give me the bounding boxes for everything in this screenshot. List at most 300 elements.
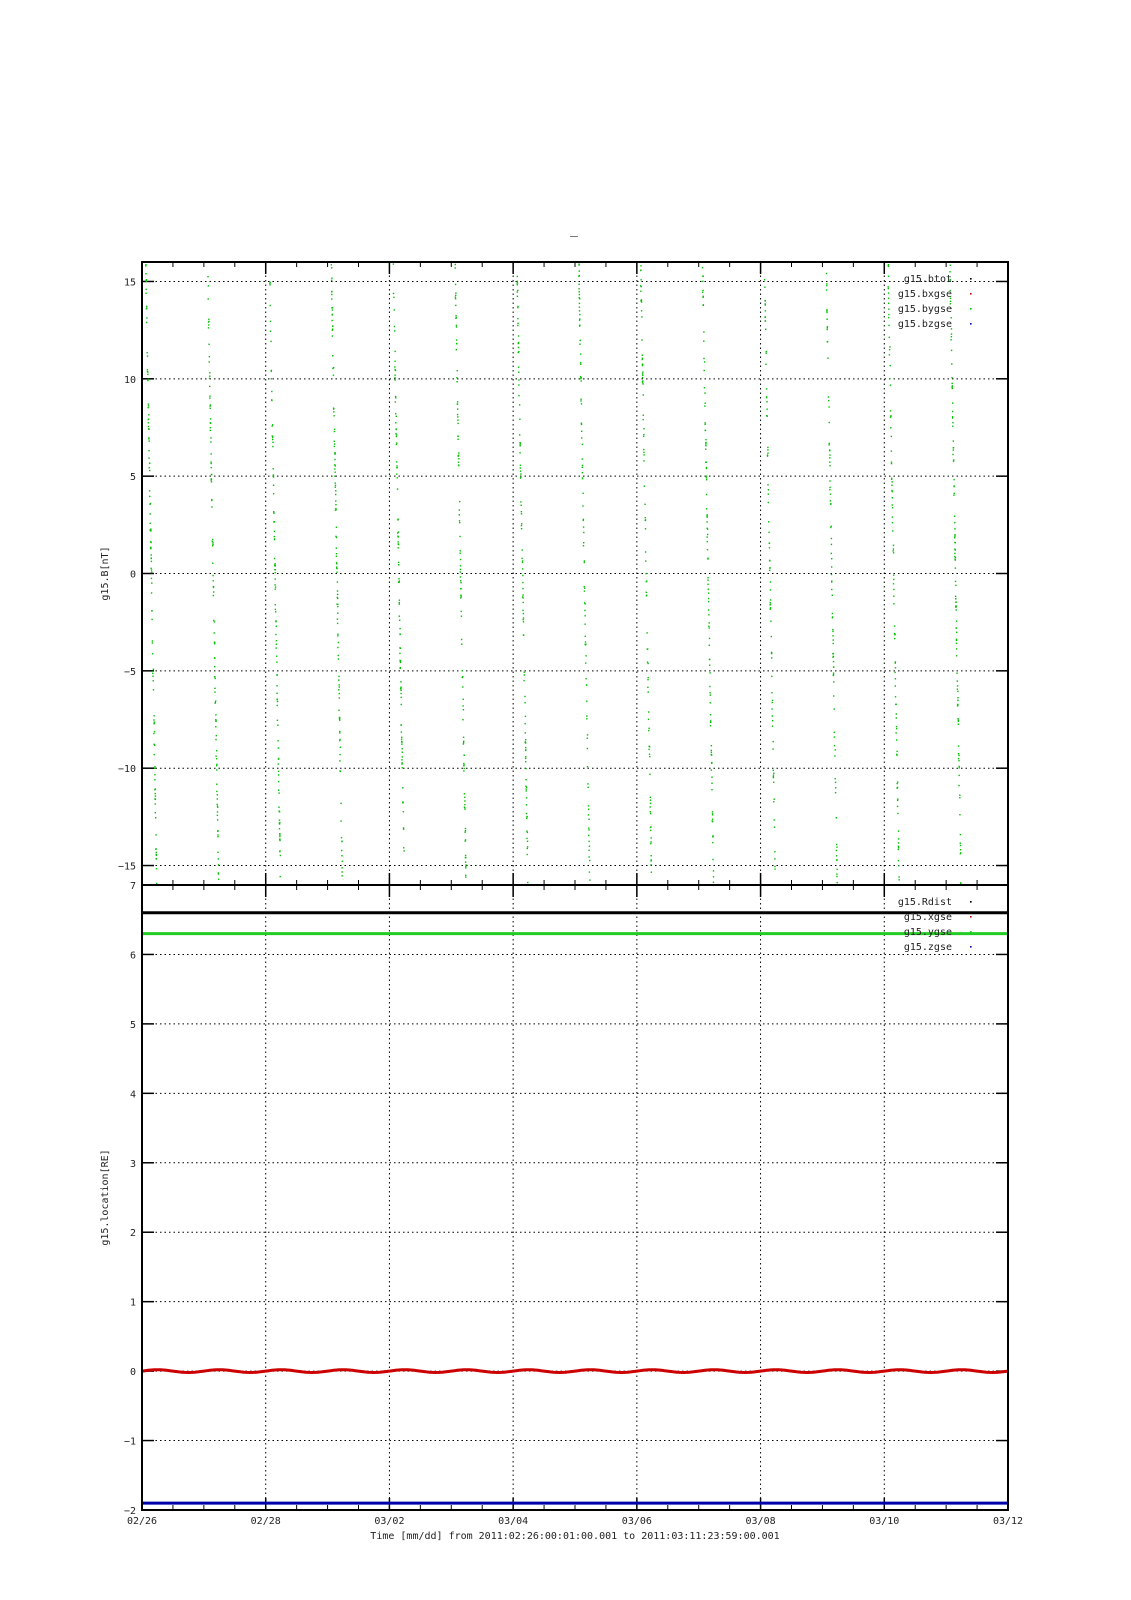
- data-point: [277, 725, 278, 726]
- data-point: [334, 459, 335, 460]
- data-point: [771, 676, 772, 677]
- data-point: [708, 598, 709, 599]
- data-point: [957, 700, 958, 701]
- data-point: [708, 601, 709, 602]
- data-point: [642, 359, 643, 360]
- data-point: [398, 564, 399, 565]
- data-point: [955, 598, 956, 599]
- data-point: [833, 661, 834, 662]
- data-point: [148, 428, 149, 429]
- data-point: [401, 743, 402, 744]
- data-point: [270, 341, 271, 342]
- data-point: [522, 597, 523, 598]
- data-point: [214, 642, 215, 643]
- data-point: [217, 806, 218, 807]
- data-point: [955, 567, 956, 568]
- data-point: [582, 493, 583, 494]
- data-point: [894, 625, 895, 626]
- data-point: [399, 653, 400, 654]
- data-point: [891, 436, 892, 437]
- data-point: [341, 875, 342, 876]
- data-point: [278, 781, 279, 782]
- data-point: [587, 734, 588, 735]
- data-point: [523, 602, 524, 603]
- data-point: [517, 291, 518, 292]
- data-point: [335, 508, 336, 509]
- data-point: [521, 528, 522, 529]
- data-point: [648, 749, 649, 750]
- y-tick-label: 0: [129, 569, 136, 581]
- data-point: [154, 754, 155, 755]
- data-point: [703, 358, 704, 359]
- data-point: [643, 419, 644, 420]
- data-point: [151, 558, 152, 559]
- data-point: [456, 349, 457, 350]
- data-point: [584, 610, 585, 611]
- data-point: [774, 827, 775, 828]
- data-point: [338, 655, 339, 656]
- data-point: [829, 454, 830, 455]
- x-tick-label: 03/02: [374, 1516, 405, 1527]
- data-point: [216, 764, 217, 765]
- data-point: [464, 808, 465, 809]
- data-point: [215, 714, 216, 715]
- data-point: [270, 321, 271, 322]
- data-point: [331, 264, 332, 265]
- data-point: [154, 766, 155, 767]
- data-point: [517, 325, 518, 326]
- data-point: [835, 782, 836, 783]
- data-point: [640, 279, 641, 280]
- data-point: [522, 582, 523, 583]
- data-point: [578, 284, 579, 285]
- data-point: [959, 775, 960, 776]
- data-point: [331, 320, 332, 321]
- data-point: [527, 846, 528, 847]
- data-point: [773, 741, 774, 742]
- data-point: [893, 545, 894, 546]
- series-line-g15-xgse: [142, 1370, 1008, 1373]
- data-point: [959, 814, 960, 815]
- data-point: [953, 440, 954, 441]
- data-point: [147, 374, 148, 375]
- data-point: [826, 312, 827, 313]
- data-point: [955, 542, 956, 543]
- data-point: [400, 693, 401, 694]
- data-point: [457, 403, 458, 404]
- data-point: [335, 494, 336, 495]
- data-point: [826, 283, 827, 284]
- data-point: [275, 565, 276, 566]
- data-point: [651, 872, 652, 873]
- data-point: [580, 376, 581, 377]
- data-point: [704, 361, 705, 362]
- data-point: [270, 305, 271, 306]
- data-point: [829, 422, 830, 423]
- data-point: [772, 726, 773, 727]
- data-point: [146, 279, 147, 280]
- data-point: [527, 832, 528, 833]
- data-point: [950, 301, 951, 302]
- data-point: [151, 572, 152, 573]
- data-point: [890, 427, 891, 428]
- data-point: [149, 470, 150, 471]
- data-point: [829, 465, 830, 466]
- data-point: [396, 461, 397, 462]
- data-point: [149, 504, 150, 505]
- data-point: [461, 639, 462, 640]
- data-point: [952, 454, 953, 455]
- data-point: [583, 545, 584, 546]
- data-point: [646, 580, 647, 581]
- data-point: [396, 434, 397, 435]
- data-point: [207, 276, 208, 277]
- data-point: [215, 720, 216, 721]
- data-point: [518, 372, 519, 373]
- data-point: [332, 314, 333, 315]
- data-point: [339, 732, 340, 733]
- data-point: [145, 293, 146, 294]
- data-point: [647, 687, 648, 688]
- data-point: [399, 580, 400, 581]
- data-point: [648, 692, 649, 693]
- data-point: [216, 784, 217, 785]
- data-point: [835, 749, 836, 750]
- data-point: [896, 704, 897, 705]
- data-point: [650, 860, 651, 861]
- data-point: [589, 860, 590, 861]
- data-point: [465, 840, 466, 841]
- data-point: [650, 811, 651, 812]
- data-point: [217, 819, 218, 820]
- data-point: [517, 307, 518, 308]
- data-point: [704, 424, 705, 425]
- x-tick-label: 03/12: [992, 1516, 1024, 1527]
- data-point: [208, 285, 209, 286]
- data-point: [338, 680, 339, 681]
- data-point: [155, 848, 156, 849]
- data-point: [216, 758, 217, 759]
- data-point: [896, 739, 897, 740]
- data-point: [888, 314, 889, 315]
- data-point: [898, 876, 899, 877]
- data-point: [403, 847, 404, 848]
- data-point: [331, 278, 332, 279]
- data-point: [764, 317, 765, 318]
- data-point: [583, 526, 584, 527]
- data-point: [836, 855, 837, 856]
- data-point: [585, 641, 586, 642]
- data-point: [394, 326, 395, 327]
- data-point: [895, 685, 896, 686]
- data-point: [272, 435, 273, 436]
- data-point: [954, 528, 955, 529]
- data-point: [458, 455, 459, 456]
- data-point: [834, 736, 835, 737]
- data-point: [146, 289, 147, 290]
- data-point: [707, 584, 708, 585]
- data-point: [212, 542, 213, 543]
- data-point: [148, 457, 149, 458]
- data-point: [463, 742, 464, 743]
- y-tick-label: 5: [129, 472, 136, 484]
- data-point: [712, 819, 713, 820]
- data-point: [403, 850, 404, 851]
- y-tick-label: 10: [123, 374, 136, 386]
- data-point: [146, 317, 147, 318]
- data-point: [519, 419, 520, 420]
- data-point: [464, 832, 465, 833]
- data-point: [894, 672, 895, 673]
- data-point: [465, 867, 466, 868]
- data-point: [710, 725, 711, 726]
- data-point: [712, 813, 713, 814]
- data-point: [709, 686, 710, 687]
- data-point: [154, 721, 155, 722]
- data-point: [709, 638, 710, 639]
- data-point: [526, 797, 527, 798]
- data-point: [517, 276, 518, 277]
- data-point: [397, 477, 398, 478]
- data-point: [218, 879, 219, 880]
- data-point: [523, 617, 524, 618]
- data-point: [764, 287, 765, 288]
- data-point: [766, 409, 767, 410]
- data-point: [957, 704, 958, 705]
- data-point: [889, 346, 890, 347]
- data-point: [954, 536, 955, 537]
- data-point: [399, 600, 400, 601]
- data-point: [581, 423, 582, 424]
- data-point: [455, 264, 456, 265]
- data-point: [335, 487, 336, 488]
- data-point: [897, 813, 898, 814]
- data-point: [398, 531, 399, 532]
- data-point: [773, 773, 774, 774]
- data-point: [772, 700, 773, 701]
- data-point: [149, 467, 150, 468]
- data-point: [957, 685, 958, 686]
- data-point: [771, 692, 772, 693]
- data-point: [706, 515, 707, 516]
- data-point: [339, 718, 340, 719]
- data-point: [217, 804, 218, 805]
- data-point: [836, 817, 837, 818]
- data-point: [832, 635, 833, 636]
- data-point: [888, 298, 889, 299]
- data-point: [338, 689, 339, 690]
- data-point: [461, 644, 462, 645]
- data-point: [519, 434, 520, 435]
- data-point: [525, 779, 526, 780]
- data-point: [339, 720, 340, 721]
- data-point: [579, 314, 580, 315]
- data-point: [650, 855, 651, 856]
- data-point: [398, 547, 399, 548]
- data-point: [897, 806, 898, 807]
- data-point: [332, 335, 333, 336]
- data-point: [465, 864, 466, 865]
- data-point: [332, 355, 333, 356]
- data-point: [769, 560, 770, 561]
- data-point: [155, 803, 156, 804]
- data-point: [832, 629, 833, 630]
- data-point: [890, 415, 891, 416]
- data-point: [396, 416, 397, 417]
- data-point: [217, 798, 218, 799]
- data-point: [217, 834, 218, 835]
- data-point: [650, 813, 651, 814]
- data-point: [208, 327, 209, 328]
- data-point: [212, 541, 213, 542]
- data-point: [460, 565, 461, 566]
- data-point: [582, 505, 583, 506]
- data-point: [582, 472, 583, 473]
- data-point: [276, 699, 277, 700]
- data-point: [828, 400, 829, 401]
- data-point: [403, 829, 404, 830]
- data-point: [827, 341, 828, 342]
- data-point: [641, 316, 642, 317]
- data-point: [587, 748, 588, 749]
- data-point: [647, 648, 648, 649]
- data-point: [524, 674, 525, 675]
- data-point: [154, 779, 155, 780]
- data-point: [954, 493, 955, 494]
- data-point: [394, 366, 395, 367]
- data-point: [275, 563, 276, 564]
- data-point: [774, 868, 775, 869]
- data-point: [586, 718, 587, 719]
- data-point: [645, 573, 646, 574]
- data-point: [463, 743, 464, 744]
- data-point: [522, 610, 523, 611]
- y-tick-label: −5: [123, 666, 136, 678]
- data-point: [585, 615, 586, 616]
- data-point: [274, 521, 275, 522]
- data-point: [396, 442, 397, 443]
- x-tick-label: 03/08: [745, 1516, 776, 1527]
- data-point: [648, 711, 649, 712]
- data-point: [707, 558, 708, 559]
- data-point: [584, 560, 585, 561]
- data-point: [462, 719, 463, 720]
- data-point: [952, 402, 953, 403]
- data-point: [463, 737, 464, 738]
- data-point: [394, 361, 395, 362]
- y-tick-label: −15: [117, 861, 136, 873]
- data-point: [703, 305, 704, 306]
- data-point: [951, 336, 952, 337]
- data-point: [702, 292, 703, 293]
- data-point: [772, 720, 773, 721]
- data-point: [955, 605, 956, 606]
- data-point: [276, 626, 277, 627]
- data-point: [584, 586, 585, 587]
- data-point: [402, 787, 403, 788]
- data-point: [772, 715, 773, 716]
- data-point: [827, 358, 828, 359]
- data-point: [578, 276, 579, 277]
- data-point: [643, 428, 644, 429]
- data-point: [892, 522, 893, 523]
- data-point: [218, 872, 219, 873]
- legend-label: g15.btot: [903, 274, 952, 285]
- data-point: [957, 718, 958, 719]
- data-point: [524, 672, 525, 673]
- data-point: [209, 356, 210, 357]
- data-point: [460, 569, 461, 570]
- data-point: [896, 755, 897, 756]
- data-point: [895, 732, 896, 733]
- data-point: [952, 422, 953, 423]
- data-point: [642, 382, 643, 383]
- data-point: [895, 661, 896, 662]
- data-point: [459, 522, 460, 523]
- data-point: [957, 680, 958, 681]
- data-point: [650, 826, 651, 827]
- data-point: [275, 578, 276, 579]
- data-point: [340, 820, 341, 821]
- data-point: [897, 787, 898, 788]
- data-point: [647, 662, 648, 663]
- data-point: [273, 468, 274, 469]
- data-point: [456, 339, 457, 340]
- data-point: [217, 794, 218, 795]
- data-point: [455, 315, 456, 316]
- data-point: [148, 407, 149, 408]
- data-point: [275, 586, 276, 587]
- data-point: [455, 298, 456, 299]
- data-point: [208, 319, 209, 320]
- data-point: [210, 437, 211, 438]
- data-point: [897, 783, 898, 784]
- data-point: [588, 829, 589, 830]
- data-point: [274, 538, 275, 539]
- legend-label: g15.bygse: [897, 304, 952, 315]
- data-point: [523, 680, 524, 681]
- data-point: [711, 754, 712, 755]
- data-point: [525, 758, 526, 759]
- data-point: [707, 534, 708, 535]
- data-point: [337, 635, 338, 636]
- data-point: [150, 568, 151, 569]
- data-point: [642, 355, 643, 356]
- data-point: [155, 799, 156, 800]
- data-point: [212, 545, 213, 546]
- legend-label: g15.Rdist: [897, 897, 952, 908]
- data-point: [712, 821, 713, 822]
- data-point: [215, 678, 216, 679]
- data-point: [464, 768, 465, 769]
- data-point: [950, 265, 951, 266]
- data-point: [218, 864, 219, 865]
- data-point: [771, 652, 772, 653]
- data-point: [273, 474, 274, 475]
- data-point: [650, 803, 651, 804]
- data-point: [215, 739, 216, 740]
- data-point: [401, 697, 402, 698]
- data-point: [155, 795, 156, 796]
- data-point: [151, 578, 152, 579]
- legend-label: g15.bxgse: [897, 289, 952, 300]
- data-point: [457, 401, 458, 402]
- data-point: [401, 739, 402, 740]
- data-point: [584, 562, 585, 563]
- data-point: [830, 500, 831, 501]
- data-point: [275, 588, 276, 589]
- data-point: [960, 849, 961, 850]
